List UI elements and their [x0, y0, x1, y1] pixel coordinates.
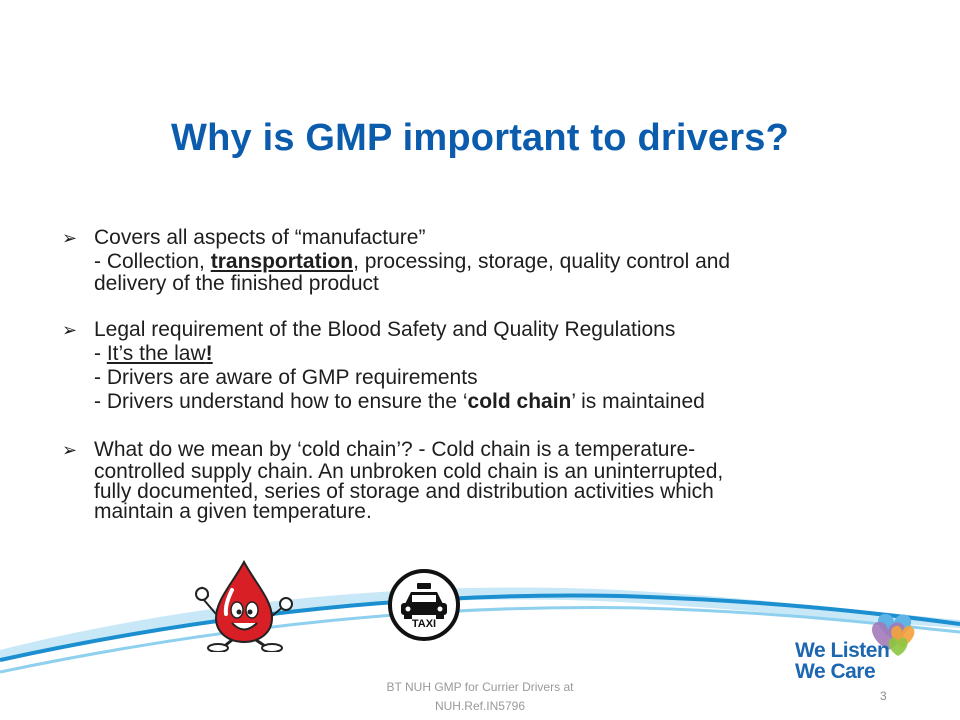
cold-sub-a: - Drivers understand how to ensure the ‘: [94, 390, 468, 413]
law-text: It’s the law: [106, 342, 206, 365]
logo-text: [795, 640, 889, 682]
bullet-1-sub-b: , processing, storage, quality control and: [353, 250, 731, 273]
slide-content: [62, 226, 862, 522]
transportation-emphasis: transportation: [210, 250, 354, 273]
slide-title: Why is GMP important to drivers?: [171, 117, 789, 159]
logo-line-1: We Listen: [795, 639, 890, 662]
footer-line-1: BT NUH GMP for Currier Drivers at: [386, 680, 574, 694]
bullet-3: [62, 438, 862, 522]
footer-line-2: NUH.Ref.IN5796: [434, 699, 526, 713]
bullet-2: [62, 318, 862, 414]
bullet-2-sub-law: [94, 342, 862, 366]
bullet-1-sub-cont: delivery of the finished product: [94, 272, 379, 295]
bullet-3-line-1: What do we mean by ‘cold chain’? - Cold chain is a temperature-: [94, 438, 696, 461]
page-number: 3: [880, 689, 887, 703]
bullet-1: [62, 226, 862, 294]
bullet-3-line-3: fully documented, series of storage and distribution activities which: [94, 480, 714, 503]
bullet-1-sub: [94, 250, 862, 274]
blood-drop-mascot-icon: [192, 556, 296, 652]
bullet-1-sub-a: - Collection,: [94, 250, 211, 273]
bullet-arrow-icon: ➢: [62, 320, 78, 340]
bullet-2-sub-aware: - Drivers are aware of GMP requirements: [94, 366, 478, 389]
taxi-label: TAXI: [411, 618, 437, 630]
taxi-icon: [387, 568, 461, 642]
law-dash: -: [94, 342, 107, 365]
bullet-arrow-icon: ➢: [62, 228, 78, 248]
law-bang: !: [205, 342, 213, 365]
bullet-3-line-4: maintain a given temperature.: [94, 500, 372, 523]
cold-chain-emphasis: cold chain: [467, 390, 572, 413]
bullet-1-main: Covers all aspects of “manufacture”: [94, 226, 426, 249]
bullet-arrow-icon: ➢: [62, 440, 78, 460]
slide-footer: [330, 678, 630, 716]
bullet-2-sub-cold: [94, 390, 862, 414]
bullet-3-line-2: controlled supply chain. An unbroken cold chain is an uninterrupted,: [94, 460, 724, 483]
cold-sub-b: ’ is maintained: [571, 390, 705, 413]
bullet-2-main: Legal requirement of the Blood Safety and Quality Regulations: [94, 318, 676, 341]
logo-line-2: We Care: [795, 660, 876, 683]
